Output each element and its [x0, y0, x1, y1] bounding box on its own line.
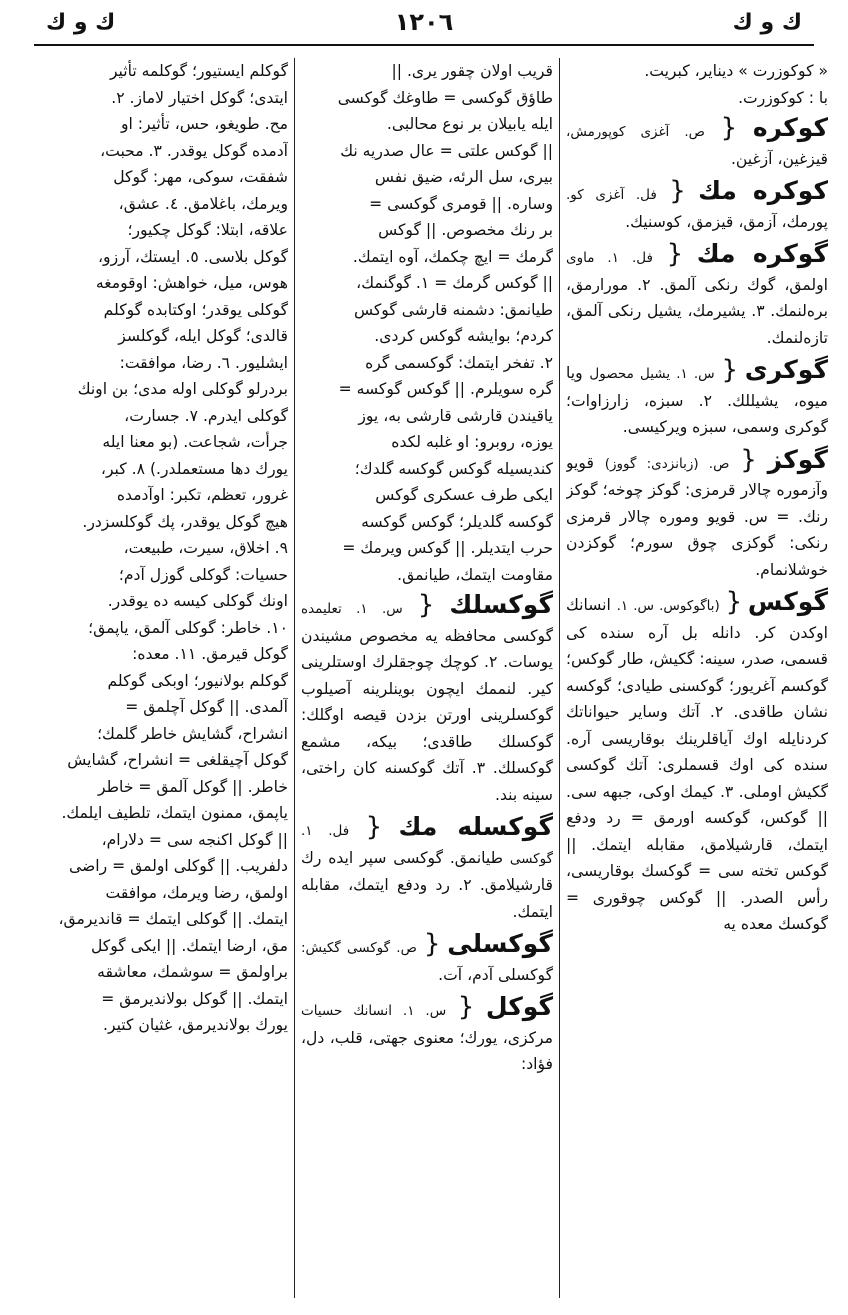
text-line: ايله يابيلان بر نوع محالبى.: [386, 115, 553, 133]
text-line: ٢. تفخر ايتمك: گوكسمى گره: [365, 353, 553, 372]
entry-grammar: فل. ١. ماوى: [566, 250, 653, 266]
text-line: گوكل بلاسى. ٥. ايستك، آرزو،: [98, 247, 288, 266]
text-line: « كوكوزرت » ديناير، كبريت.: [644, 62, 828, 80]
text-line: طيانمق: دشمنه قارشى گوكس: [353, 300, 553, 319]
entry-headword: گوكز: [767, 444, 828, 474]
text-line: گره سويلرم. || گوكس گوكسه =: [338, 380, 553, 398]
text-line: جرأت، شجاعت. (بو معنا ايله: [102, 433, 288, 451]
entry-headword: كوكره: [752, 113, 828, 142]
text-line: گرمك = ايچ چكمك، آوه ايتمك.: [352, 247, 553, 266]
text-line: كنديسيله گوكس گوكسه گلدك؛: [354, 459, 553, 478]
middle-column: [301, 58, 553, 1298]
text-line: بردرلو گوكلى اوله مدى؛ بن اونك: [77, 380, 288, 398]
running-head-left: ك و ك: [46, 10, 116, 35]
text-line: || گوكل اكنجه سى = دلارام،: [101, 830, 288, 849]
text-line: يورك بولانديرمق، غثيان كتير.: [103, 1016, 288, 1034]
entry-headword: گوكرى: [744, 355, 828, 384]
entry-headword: گوكسلى: [447, 929, 553, 958]
text-line: يوزه، روبرو: او غلبه لكده: [391, 433, 553, 451]
page-number: ١٢٠٦: [394, 8, 454, 36]
running-head-right: ك و ك: [732, 10, 802, 35]
entry-headword: گوكسلك: [449, 590, 553, 619]
entry-grammar: س. ١. تعليمده: [301, 601, 403, 617]
entry-grammar: س. ١. انسانك حسيات: [301, 1003, 447, 1019]
dictionary-entry: گوكل { س. ١. انسانك حسيات مركزى، يورك؛ معنوى جهتى، قلب، دل، فؤاد:: [301, 992, 553, 1073]
entry-definition: اولمق، گوك رنكى آلمق. ٢. مورارمق، برەلنمك. ٣. يشيرمك، يشيل رنكى آلمق، تازەلنمك.: [566, 275, 828, 347]
text-line: مق، ارضا ايتمك. || ايكى گوكل: [90, 936, 288, 955]
text-line: گوكل آچيقلغى = انشراح، گشايش: [67, 751, 288, 769]
text-line: هيچ گوكل يوقدر، پك گوكلسزدر.: [82, 512, 288, 531]
text-line: ياپمق، ممنون ايتمك، تلطيف ايلمك.: [61, 804, 288, 822]
entry-headword: گوكره مك: [696, 239, 828, 268]
text-line: گوكلم ايستيور؛ گوكلمه تأثير: [109, 62, 288, 80]
text-line: مقاومت ايتمك، طيانمق.: [397, 565, 553, 584]
text-line: آدمده گوكل يوقدر. ٣. محبت،: [100, 141, 288, 160]
header-rule: [34, 44, 814, 46]
text-line: ويرمك، باغلامق. ٤. عشق،: [118, 194, 288, 213]
text-line: غرور، تعظم، تكبر: اوآدمده: [116, 486, 288, 504]
dictionary-entry: گوكسلك { س. ١. تعليمده گوكسى محافظه يه مخصوص مشيندن يوسات. ٢. كوچك چوجقلرك اوستلرينى كير. لنممك ايچون بوينلرينه آصيلوب گوكسلرينى اورتن بزدن قيصه اوگلك: گوكسلك طاقدى؛ بيكه، مشمع گوكسلك. ٣. آتك گوكسنه كان راختى، سينه بند.: [301, 590, 553, 804]
dictionary-entry: گوكسله مك { فل. ١. گوكسى طيانمق. گوكسى سپر ايده رك قارشيلامق. ٢. رد ودفع ايتمك، مقابله ايتمك.: [301, 812, 553, 921]
dictionary-entry: كوكره { ص. آغزى كوپورمش، قيزغين، آزغين.: [566, 113, 828, 168]
dictionary-entry: گوكس { (باگوكوس. س. ١. انسانك اوكدن كر. دانله بل آره سنده كى قسمى، صدر، سينه: گكيش، طار گوكس؛ گوكسم آغريور؛ گوكسنى طيادى؛ گوكسه نشان طاقدى. ٢. آتك وساير حيواناتك كردنايله اوك آياقلرينك بوقاريسى آره. سنده كى اوك قسملرى: آتك گوكسى گكيش اوملى. ٣. كيمك اوكى، جبهه سى. || گوكس، گوكسه اورمق = رد ودفع ايتمك، قارشيلامق، مقابله ايتمك. || گوكس تخته سى = گوكسك بوقاريسى، رأس الصدر. || گوكس چوقورى = گوكسك معده يه: [566, 587, 828, 933]
text-line: آلمدى. || گوكل آچلمق =: [125, 698, 288, 716]
text-line: مح. طويغو، حس، تأثير: او: [120, 115, 288, 133]
text-line: گوكل قيرمق. ١١. معده:: [132, 645, 288, 663]
text-line: بر رنك مخصوص. || گوكس: [378, 221, 553, 239]
entry-definition: قويو وآزموره چالار قرمزى: گوكز چوخه؛ گوكز رنك. = س. قويو وموره چالار قرمزى رنكى: گوكزى چوق سورم؛ گوكزدن خوشلانمام.: [566, 453, 828, 579]
text-line: طاؤق گوكسى = طاوغك گوكسى: [337, 88, 553, 107]
text-line: حرب ايتديلر. || گوكس ويرمك =: [342, 539, 553, 557]
entry-headword: كوكره مك: [698, 176, 828, 205]
text-line: حسيات: گوكلى گوزل آدم؛: [118, 565, 288, 584]
text-line: اونك گوكلى كيسه ده يوقدر.: [107, 592, 288, 610]
text-line: ١٠. خاطر: گوكلى آلمق، ياپمق؛: [88, 618, 288, 637]
dictionary-entry: گوكسلى { ص. گوكسى گكيش: گوكسلى آدم، آت.: [301, 929, 553, 984]
entry-headword: گوكس: [747, 587, 828, 616]
text-line: خاطر. || گوكل آلمق = خاطر: [98, 777, 288, 796]
entry-grammar: ص. گوكسى گكيش:: [301, 940, 417, 956]
text-line: يورك دها مستعملدر.) ٨. كبر،: [100, 459, 288, 478]
text-line: اولمق، رضا ويرمك، موافقت: [105, 883, 288, 902]
entry-grammar: س. ١. يشيل محصول: [589, 366, 715, 382]
entry-definition: انسانك اوكدن كر. دانله بل آره سنده كى قسمى، صدر، سينه: گكيش، طار گوكس؛ گوكسم آغريور؛ گوكسنى طيادى؛ گوكسه نشان طاقدى. ٢. آتك وساير حيواناتك كردنايله اوك آياقلرينك بوقاريسى آره. سنده كى اوك قسملرى: آتك گوكسى گكيش اوملى. ٣. كيمك اوكى، جبهه سى. || گوكس، گوكسه اورمق = رد ودفع ايتمك، قارشيلامق، مقابله ايتمك. || گوكس تخته سى = گوكسك بوقاريسى، رأس الصدر. || گوكس چوقورى = گوكسك معده يه: [566, 596, 828, 933]
text-line: گوكسه گلديلر؛ گوكس گوكسه: [361, 512, 553, 531]
entry-headword: گوكسله مك: [398, 812, 553, 841]
text-line: || گوكس علتى = عال صدريه نك: [340, 141, 553, 160]
text-line: ايتمك. || گوكل بولانديرمق =: [101, 989, 288, 1008]
entry-definition: پورمك، آزمق، قيزمق، كوسنيك.: [625, 212, 828, 231]
text-line: شفقت، سوكى، مهر: گوكل: [113, 168, 288, 186]
entry-grammar: (باگوكوس. س. ١.: [616, 598, 720, 614]
dictionary-entry: گوكز { ص. (زبانزدى: گووز) قويو وآزموره چالار قرمزى: گوكز چوخه؛ گوكز رنك. = س. قويو وموره چالار قرمزى رنكى: گوكزى چوق سورم؛ گوكزدن خوشلانمام.: [566, 444, 828, 579]
text-line: وساره. || قومرى گوكسى =: [369, 194, 553, 213]
entry-grammar: ص. آغزى كوپورمش،: [566, 124, 705, 140]
text-line: دلفريب. || گوكلى اولمق = راضى: [69, 857, 288, 875]
text-line: ايتدى؛ گوكل اختيار لاماز. ٢.: [111, 88, 288, 107]
entry-definition: گوكسلى آدم، آت.: [438, 965, 553, 984]
text-line: با : كوكوزرت.: [738, 88, 828, 107]
text-line: ايتمك. || گوكلى ايتمك = قانديرمق،: [58, 910, 288, 928]
text-line: قريب اولان چقور يرى. ||: [391, 62, 553, 80]
text-line: بيرى، سل الرئه، ضيق نفس: [374, 168, 553, 186]
text-line: || گوكس گرمك = ١. گوگنمك،: [356, 274, 553, 292]
text-line: ٩. اخلاق، سيرت، طبيعت،: [123, 539, 288, 557]
dictionary-entry: گوكره مك { فل. ١. ماوى اولمق، گوك رنكى آلمق. ٢. مورارمق، برەلنمك. ٣. يشيرمك، يشيل رنكى آلمق، تازەلنمك.: [566, 239, 828, 347]
left-column: [36, 58, 288, 1298]
text-line: ياقيندن قارشى قارشى به، يوز: [358, 406, 553, 425]
column-divider: [294, 58, 295, 1298]
text-line: كردم؛ بوايشه گوكس كردى.: [374, 327, 553, 345]
text-line: ايشليور. ٦. رضا، موافقت:: [119, 353, 288, 372]
entry-headword: گوكل: [485, 992, 553, 1021]
text-line: هوس، ميل، خواهش: اوقومغه: [95, 274, 288, 292]
text-line: گوكلى ايدرم. ٧. جسارت،: [124, 406, 288, 425]
column-divider: [559, 58, 560, 1298]
dictionary-entry: كوكره مك { فل. آغزى كو. پورمك، آزمق، قيزمق، كوسنيك.: [566, 176, 828, 231]
text-line: گوكلم بولانيور؛ اوبكى گوكلم: [107, 671, 288, 690]
text-line: براولمق = سوشمك، معاشقه: [97, 963, 288, 981]
right-column: [566, 58, 828, 1298]
text-line: قالدى؛ گوكل ايله، گوكلسز: [118, 327, 288, 345]
text-line: ايكى طرف عسكرى گوكس: [375, 486, 553, 504]
page-header: [34, 8, 814, 40]
entry-definition: طيانمق. گوكسى سپر ايده رك قارشيلامق. ٢. رد ودفع ايتمك، مقابله ايتمك.: [301, 848, 553, 921]
entry-definition: ويا ميوه، يشيللك. ٢. سبزه، زارزاوات؛ گوكرى وسمى، سبزه ويركيسى.: [566, 364, 828, 436]
entry-grammar: فل. آغزى كو.: [566, 187, 657, 203]
entry-grammar: ص. (زبانزدى: گووز): [604, 455, 730, 472]
entry-definition: گوكسى محافظه يه مخصوص مشيندن يوسات. ٢. كوچك چوجقلرك اوستلرينى كير. لنممك ايچون بوينلرينه آصيلوب گوكسلرينى اورتن بزدن قيصه اوگلك: گوكسلك طاقدى؛ بيكه، مشمع گوكسلك. ٣. آتك گوكسنه كان راختى، سينه بند.: [301, 626, 553, 804]
entry-definition: قيزغين، آزغين.: [730, 149, 828, 168]
text-line: علاقه، ابتلا: گوكل چكيور؛: [127, 221, 288, 239]
entry-definition: مركزى، يورك؛ معنوى جهتى، قلب، دل، فؤاد:: [301, 1028, 553, 1073]
text-line: انشراح، گشايش خاطر گلمك؛: [97, 724, 288, 743]
dictionary-entry: گوكرى { س. ١. يشيل محصول ويا ميوه، يشيللك. ٢. سبزه، زارزاوات؛ گوكرى وسمى، سبزه ويركيسى.: [566, 355, 828, 436]
text-line: گوكلى يوقدر؛ اوكتابده گوكلم: [103, 300, 288, 319]
entry-grammar: فل. ١. گوكسى: [301, 823, 553, 867]
